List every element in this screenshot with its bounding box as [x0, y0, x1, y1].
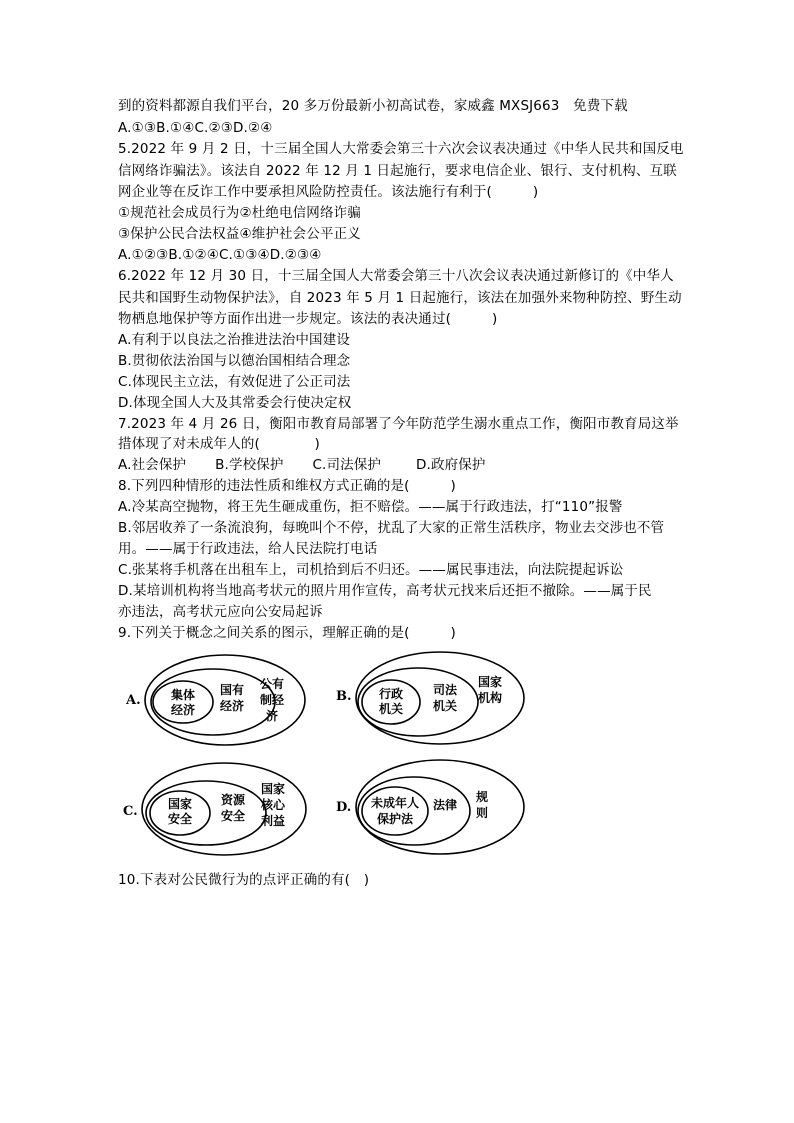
q5-items-line-1: ①规范社会成员行为②杜绝电信网络诈骗 — [118, 205, 361, 221]
q6-option-d: D.体现全国人大及其常委会行使决定权 — [118, 395, 352, 411]
diagram-a-inner-1: 集体 — [170, 688, 196, 702]
diagram-b-outer-2: 机构 — [477, 691, 503, 705]
diagram-d-letter: D. — [336, 800, 352, 815]
diagram-a-outer-3: 济 — [265, 709, 279, 723]
diagram-a-outer-2: 制经 — [259, 693, 285, 707]
diagram-a-inner-2: 经济 — [170, 703, 196, 717]
diagram-b-inner-2: 机关 — [378, 702, 404, 716]
q8-option-d-line-1: D.某培训机构将当地高考状元的照片用作宣传，高考状元找来后还拒不撤除。——属于民 — [118, 583, 652, 599]
diagram-b-middle-2: 机关 — [432, 699, 458, 713]
q6-option-a: A.有利于以良法之治推进法治中国建设 — [118, 332, 350, 348]
q6-stem-line-2: 民共和国野生动物保护法》，自 2023 年 5 月 1 日起施行，该法在加强外来物种防控、野生动 — [118, 290, 682, 306]
diagram-b-outer-1: 国家 — [477, 675, 503, 689]
q6-option-b: B.贯彻依法治国与以德治国相结合理念 — [118, 353, 351, 369]
q4-options: A.①③B.①④C.②③D.②④ — [118, 120, 273, 136]
q8-option-c: C.张某将手机落在出租车上，司机拾到后不归还。——属民事违法，向法院提起诉讼 — [118, 562, 624, 578]
q8-option-a: A.冷某高空抛物，将王先生砸成重伤，拒不赔偿。——属于行政违法，打“110”报警 — [118, 499, 623, 515]
diagram-c-outer-2: 核心 — [260, 798, 286, 812]
q5-items-line-2: ③保护公民合法权益④维护社会公平正义 — [118, 226, 361, 242]
diagram-c-middle-1: 资源 — [220, 793, 246, 807]
diagram-b-letter: B. — [336, 689, 352, 704]
q5-options: A.①②③B.①②④C.①③④D.②③④ — [118, 247, 322, 263]
q8-option-d-line-2: 亦违法，高考状元应向公安局起诉 — [118, 604, 323, 620]
diagram-a-outer-1: 公有 — [259, 677, 285, 691]
diagram-d-inner-2: 保护法 — [376, 812, 414, 826]
diagram-c-outer-1: 国家 — [260, 782, 286, 796]
diagram-a-letter: A. — [126, 693, 141, 708]
q5-stem-line-3: 网企业等在反诈工作中要承担风险防控责任。该法施行有利于( ) — [118, 184, 539, 200]
diagram-d-middle-1: 法律 — [432, 798, 458, 812]
q9-diagram-d — [330, 755, 530, 861]
q7-option-b: B.学校保护 — [215, 457, 284, 473]
diagram-c-middle-2: 安全 — [220, 809, 246, 823]
q7-option-d: D.政府保护 — [416, 457, 486, 473]
diagram-d-outer-1: 规 — [475, 790, 489, 804]
q7-stem-line-2: 措体现了对未成年人的( ) — [118, 436, 320, 452]
diagram-a-middle-1: 国有 — [219, 683, 245, 697]
q9-diagram-a — [120, 650, 310, 750]
q7-option-a: A.社会保护 — [118, 457, 187, 473]
q6-stem-line-3: 物栖息地保护等方面作出进一步规定。该法的表决通过( ) — [118, 311, 498, 327]
diagram-c-letter: C. — [123, 804, 138, 819]
diagram-c-inner-1: 国家 — [167, 797, 193, 811]
q7-stem-line-1: 7.2023 年 4 月 26 日，衡阳市教育局部署了今年防范学生溺水重点工作，衡阳市教育局这举 — [118, 416, 679, 432]
header-notice: 到的资料都源自我们平台，20 多万份最新小初高试卷，家威鑫 MXSJ663 免费下载 — [118, 98, 628, 114]
q10-stem: 10.下表对公民微行为的点评正确的有( ) — [118, 872, 370, 888]
diagram-d-outer-2: 则 — [475, 806, 489, 820]
q8-option-b-line-1: B.邻居收养了一条流浪狗，每晚叫个不停，扰乱了大家的正常生活秩序，物业去交涉也不管 — [118, 520, 665, 536]
q9-stem: 9.下列关于概念之间关系的图示，理解正确的是( ) — [118, 625, 456, 641]
q7-option-c: C.司法保护 — [312, 457, 382, 473]
q9-diagram-c — [120, 757, 310, 861]
q8-stem: 8.下列四种情形的违法性质和维权方式正确的是( ) — [118, 478, 456, 494]
q5-stem-line-1: 5.2022 年 9 月 2 日，十三届全国人大常委会第三十六次会议表决通过《中华人民共和国反电 — [118, 141, 684, 157]
q5-stem-line-2: 信网络诈骗法》。该法自 2022 年 12 月 1 日起施行，要求电信企业、银行、支付机构、互联 — [118, 163, 677, 179]
diagram-d-inner-1: 未成年人 — [370, 796, 420, 810]
diagram-c-outer-3: 利益 — [260, 814, 286, 828]
q7-options-row — [118, 455, 486, 475]
q9-diagram-b — [330, 648, 530, 750]
q6-option-c: C.体现民主立法，有效促进了公正司法 — [118, 374, 351, 390]
diagram-c-inner-2: 安全 — [167, 812, 193, 826]
diagram-a-middle-2: 经济 — [219, 699, 245, 713]
diagram-b-inner-1: 行政 — [378, 687, 404, 701]
q8-option-b-line-2: 用。——属于行政违法，给人民法院打电话 — [118, 541, 378, 557]
diagram-b-middle-1: 司法 — [432, 683, 458, 697]
q6-stem-line-1: 6.2022 年 12 月 30 日，十三届全国人大常委会第三十八次会议表决通过新修订的《中华人 — [118, 268, 674, 284]
